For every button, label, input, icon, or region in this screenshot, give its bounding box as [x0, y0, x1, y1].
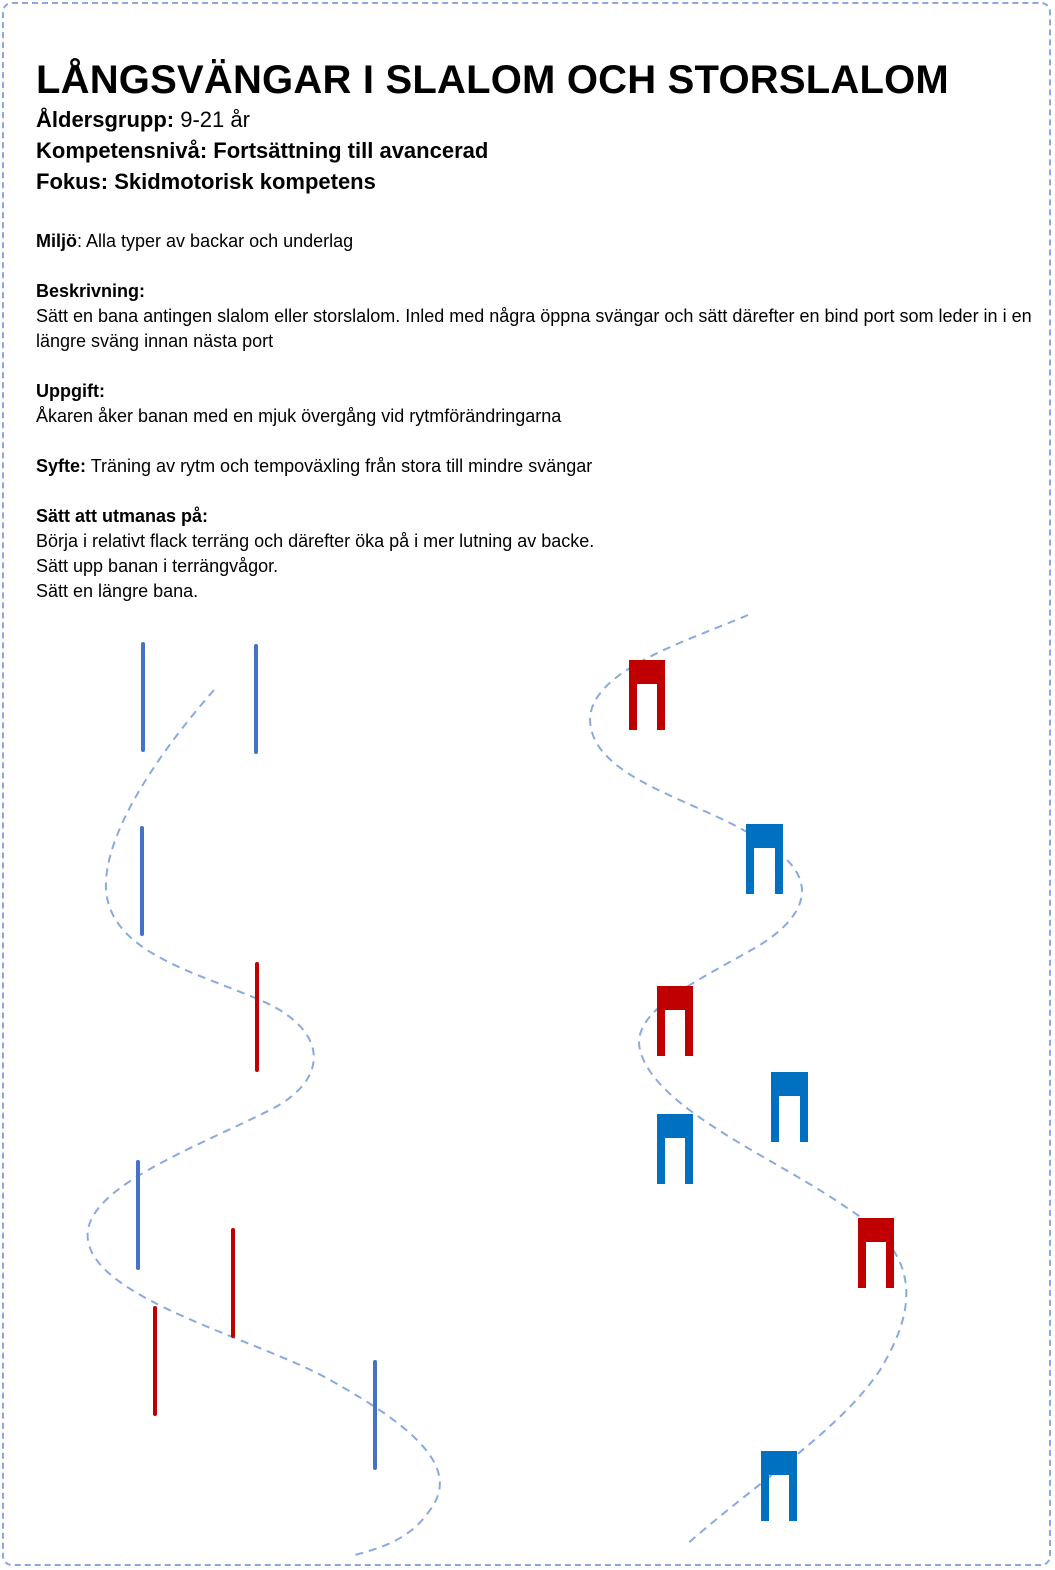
red-gate — [657, 986, 693, 1056]
challenge-label: Sätt att utmanas på: — [36, 506, 209, 526]
challenge-line: Börja i relativt flack terräng och därefter öka på i mer lutning av backe. — [36, 531, 595, 551]
left-ski-track — [88, 690, 440, 1555]
purpose-label: Syfte: — [36, 456, 87, 476]
blue-gate — [746, 824, 783, 894]
blue-gate — [657, 1114, 693, 1184]
environment-text: : Alla typer av backar och underlag — [77, 231, 354, 251]
task-label: Uppgift: — [36, 381, 105, 401]
blue-gate — [761, 1451, 797, 1521]
right-course-gates — [629, 660, 894, 1521]
age-group-label: Åldersgrupp: — [36, 107, 175, 132]
description-text: Sätt en bana antingen slalom eller storslalom. Inled med några öppna svängar och sätt därefter en bind port som leder in i en längre sväng innan nästa port — [36, 306, 1032, 351]
description-label: Beskrivning: — [36, 281, 146, 301]
task-text: Åkaren åker banan med en mjuk övergång vid rytmförändringarna — [36, 406, 562, 426]
challenge-line: Sätt en längre bana. — [36, 581, 199, 601]
left-course-poles — [138, 644, 375, 1468]
challenge-line: Sätt upp banan i terrängvågor. — [36, 556, 279, 576]
blue-gate — [771, 1072, 808, 1142]
red-gate — [858, 1218, 894, 1288]
red-gate — [629, 660, 665, 730]
competence-level-text: Kompetensnivå: Fortsättning till avancerad — [36, 138, 489, 163]
right-ski-track — [590, 615, 906, 1545]
page-title: LÅNGSVÄNGAR I SLALOM OCH STORSLALOM — [36, 58, 949, 102]
purpose-text: Träning av rytm och tempoväxling från stora till mindre svängar — [86, 456, 593, 476]
focus-text: Fokus: Skidmotorisk kompetens — [36, 169, 376, 194]
age-group-value: 9-21 år — [180, 107, 250, 132]
environment-label: Miljö — [36, 231, 77, 251]
